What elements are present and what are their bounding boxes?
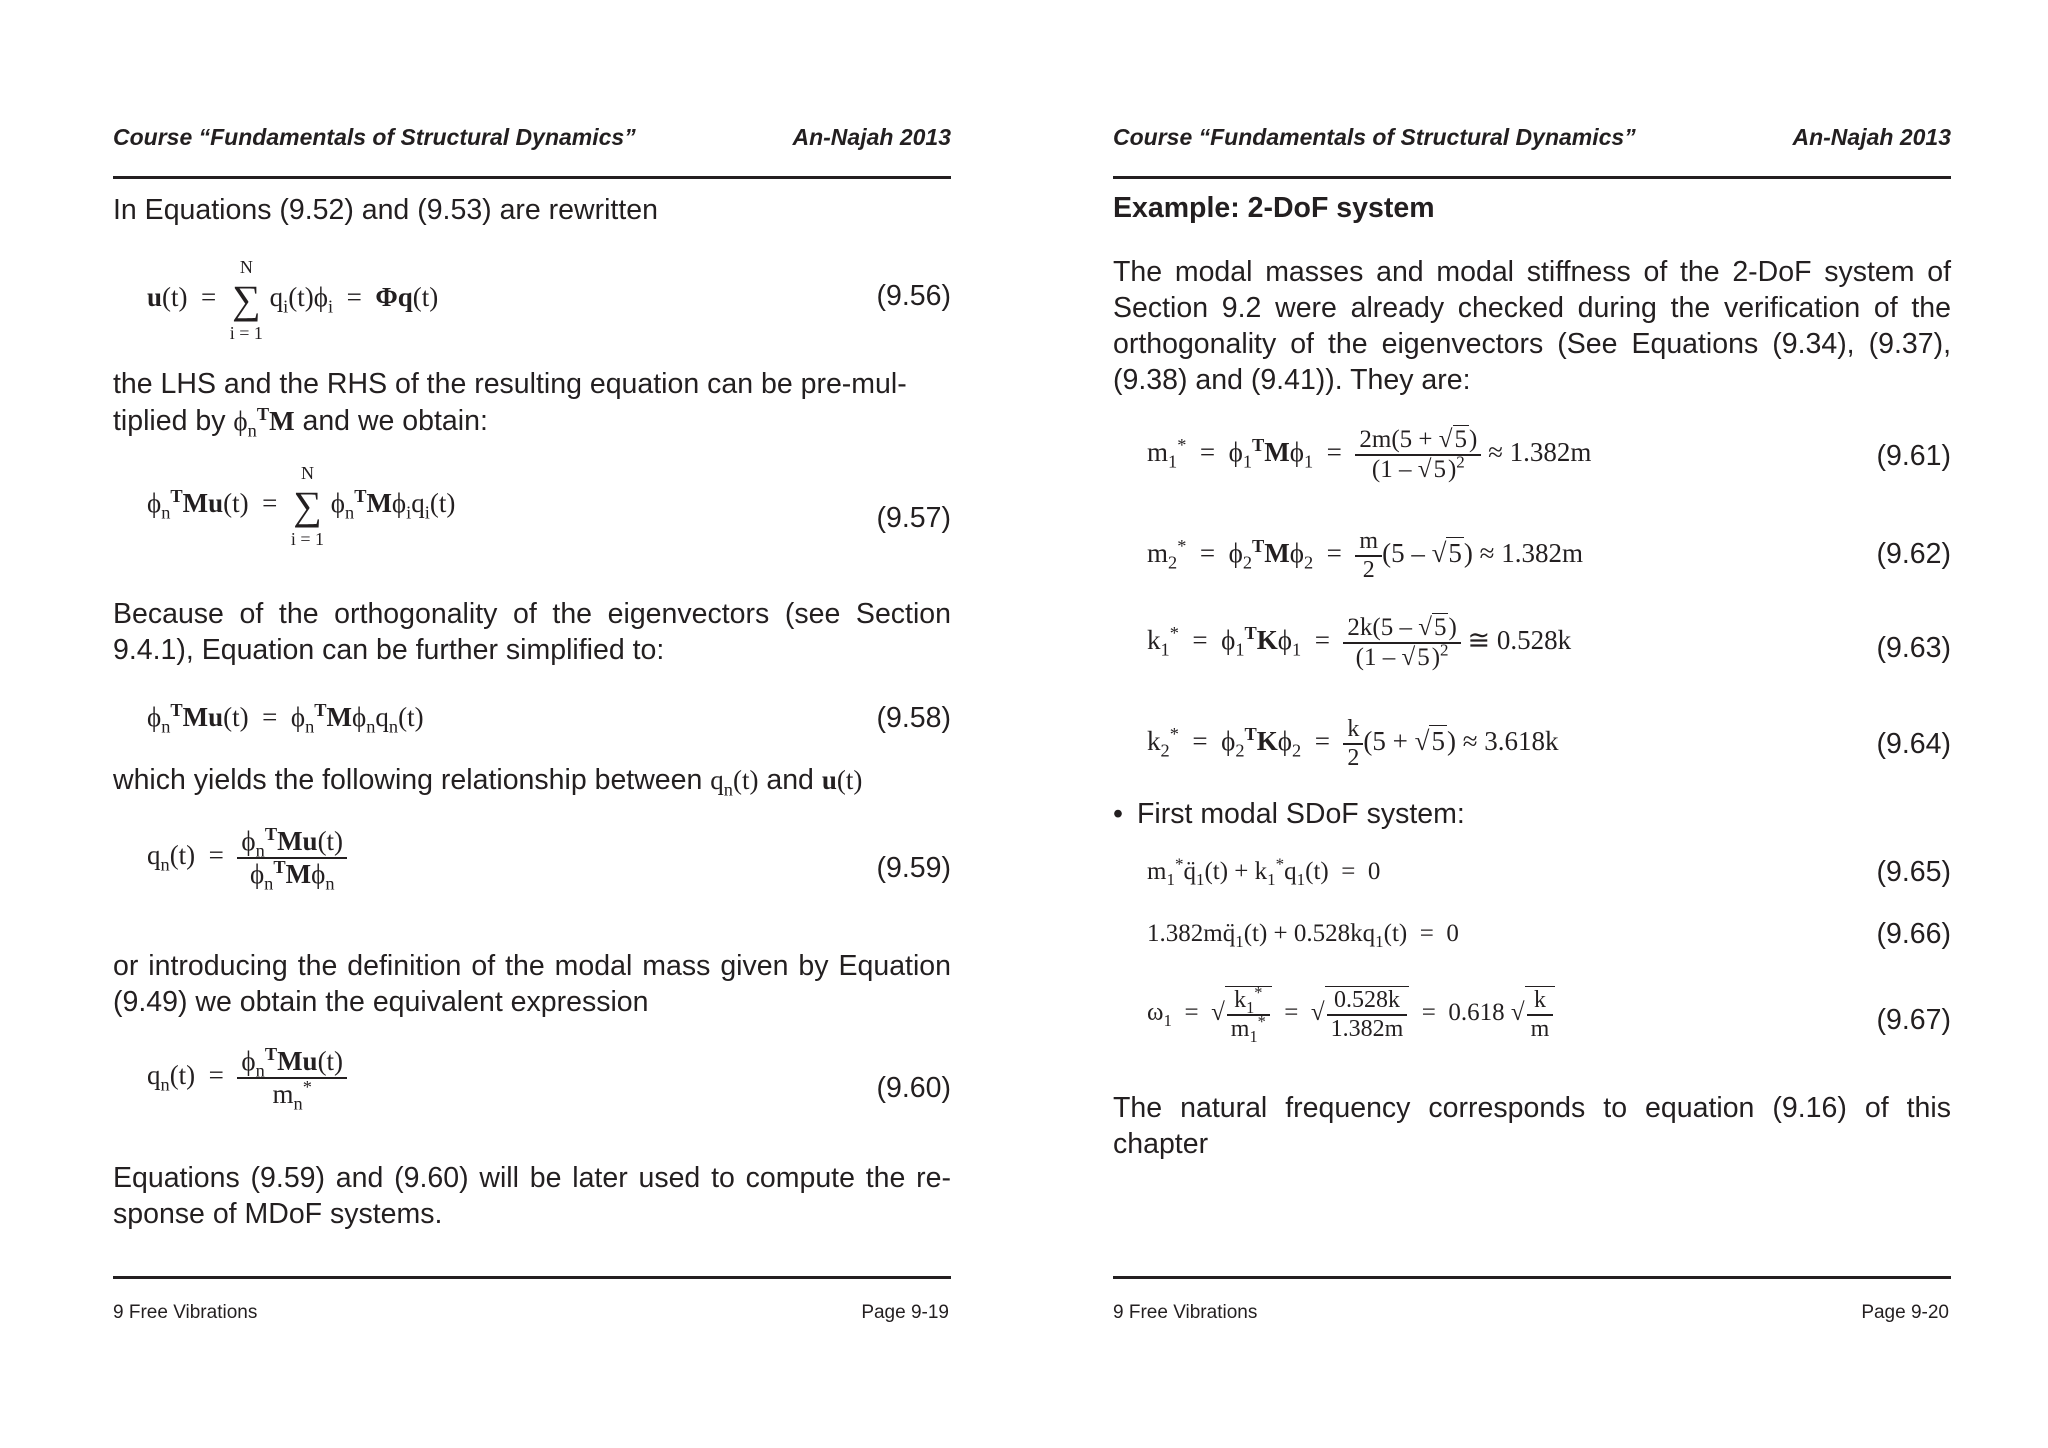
equation-9-57: $\phi_n^TMu(t) = N$ ∑ i = 1 $\phi_n^TM\phi_iq_i(t)$ (9.57) [147, 463, 951, 549]
footer-rule [113, 1276, 951, 1279]
equation-9-63: $k_1^* = \phi_1^TK\phi_1$ = $\frac{2k(5 - √5)}{(1 - √5)^2}$ ≅ 0.528k (9.63) [1147, 614, 1951, 671]
header-course: Course “Fundamentals of Structural Dynamics” [1113, 124, 1636, 150]
equation-number: (9.59) [876, 852, 951, 884]
header-rule [113, 176, 951, 179]
equation-9-65: $m_1^*q̈_1(t) + k_1^*q_1(t) = 0$ (9.65) [1147, 854, 1951, 889]
paragraph-line: tiplied by [113, 405, 226, 437]
paragraph: Because of the orthogonality of the eigenvectors (see Section 9.4.1), Equation can be further simplified to: [113, 598, 951, 666]
paragraph-line: the LHS and the RHS of the resulting equation can be pre-mul- [113, 368, 907, 400]
right-page [1113, 0, 1951, 1448]
page-header [1113, 124, 1951, 156]
equation-number: (9.67) [1876, 1004, 1951, 1036]
bullet-icon: • [1113, 798, 1123, 830]
equation-9-56: u(t) = N ∑ i = 1 $q_i(t)\phi_i = \Phi q(t)$ (9.56) [147, 257, 951, 343]
section-heading: Example: 2-DoF system [1113, 192, 1435, 224]
header-course: Course “Fundamentals of Structural Dynamics” [113, 124, 636, 150]
paragraph: The modal masses and modal stiffness of the 2-DoF system of Section 9.2 were already checked during the verification of the orthogonality of the eigenvectors (See Equations (9.34), (9.37), (9.38) and (9.41)). They are: [1113, 256, 1951, 396]
equation-9-61: $m_1^* = \phi_1^TM\phi_1$ = $\frac{2m(5 + √5)}{(1 - √5)^2}$ ≈ 1.382m (9.61) [1147, 426, 1951, 483]
paragraph: Equations (9.59) and (9.60) will be later used to compute the re-sponse of MDoF systems. [113, 1162, 951, 1230]
equation-number: (9.61) [1876, 440, 1951, 472]
paragraph-line: which yields the following relationship between [113, 764, 703, 796]
equation-number: (9.63) [1876, 632, 1951, 664]
equation-number: (9.64) [1876, 728, 1951, 760]
bullet-item [1113, 796, 1951, 832]
paragraph: which yields the following relationship between $q_n(t)$ and u(t) [113, 764, 863, 800]
header-institution: An-Najah 2013 [792, 124, 951, 150]
paragraph: In Equations (9.52) and (9.53) are rewritten [113, 194, 658, 226]
equation-9-58: $\phi_n^TMu(t) = \phi_n^TM\phi_nq_n(t)$ (9.58) [147, 700, 951, 737]
paragraph: or introducing the definition of the modal mass given by Equation (9.49) we obtain the equivalent expression [113, 950, 951, 1018]
footer-chapter: 9 Free Vibrations [113, 1302, 258, 1323]
bullet-text: First modal SDoF system: [1137, 798, 1465, 830]
page-header [113, 124, 951, 156]
equation-number: (9.62) [1876, 538, 1951, 570]
paragraph: the LHS and the RHS of the resulting equation can be pre-mul- tiplied by $\phi_n^TM$ and we obtain: [113, 368, 907, 441]
paragraph: The natural frequency corresponds to equation (9.16) of this chapter [1113, 1092, 1951, 1160]
equation-number: (9.58) [876, 702, 951, 734]
equation-9-64: $k_2^* = \phi_2^TK\phi_2$ = $\frac{k}{2}$ (5 + √5) ≈ 3.618k (9.64) [1147, 716, 1951, 771]
equation-9-67: $\omega_1$ = √ $\frac{k_1^*}{m_1^*}$ = √ $\frac{0.528k}{1.382m}$ = 0.618 √ $\frac{k}{m}$ (9.67) [1147, 983, 1951, 1046]
equation-9-59: $q_n(t)$ = $\frac{\phi_n^TMu(t)}{\phi_n^TM\phi_n}$ (9.59) [147, 824, 951, 894]
footer-page-number: Page 9-19 [861, 1302, 949, 1323]
equation-number: (9.60) [876, 1072, 951, 1104]
equation-9-62: $m_2^* = \phi_2^TM\phi_2$ = $\frac{m}{2}$ (5 – √5) ≈ 1.382m (9.62) [1147, 528, 1951, 583]
equation-number: (9.65) [1876, 856, 1951, 888]
paragraph-line: and we obtain: [302, 405, 488, 437]
equation-number: (9.66) [1876, 918, 1951, 950]
equation-number: (9.57) [876, 502, 951, 534]
paragraph-line: and [766, 764, 814, 796]
header-institution: An-Najah 2013 [1792, 124, 1951, 150]
footer-rule [1113, 1276, 1951, 1279]
equation-9-66: $1.382mq̈_1(t) + 0.528kq_1(t) = 0$ (9.66) [1147, 918, 1951, 951]
footer-page-number: Page 9-20 [1861, 1302, 1949, 1323]
header-rule [1113, 176, 1951, 179]
equation-9-60: $q_n(t)$ = $\frac{\phi_n^TMu(t)}{m_n^*}$ (9.60) [147, 1044, 951, 1114]
left-page [113, 0, 951, 1448]
equation-number: (9.56) [876, 280, 951, 312]
footer-chapter: 9 Free Vibrations [1113, 1302, 1258, 1323]
